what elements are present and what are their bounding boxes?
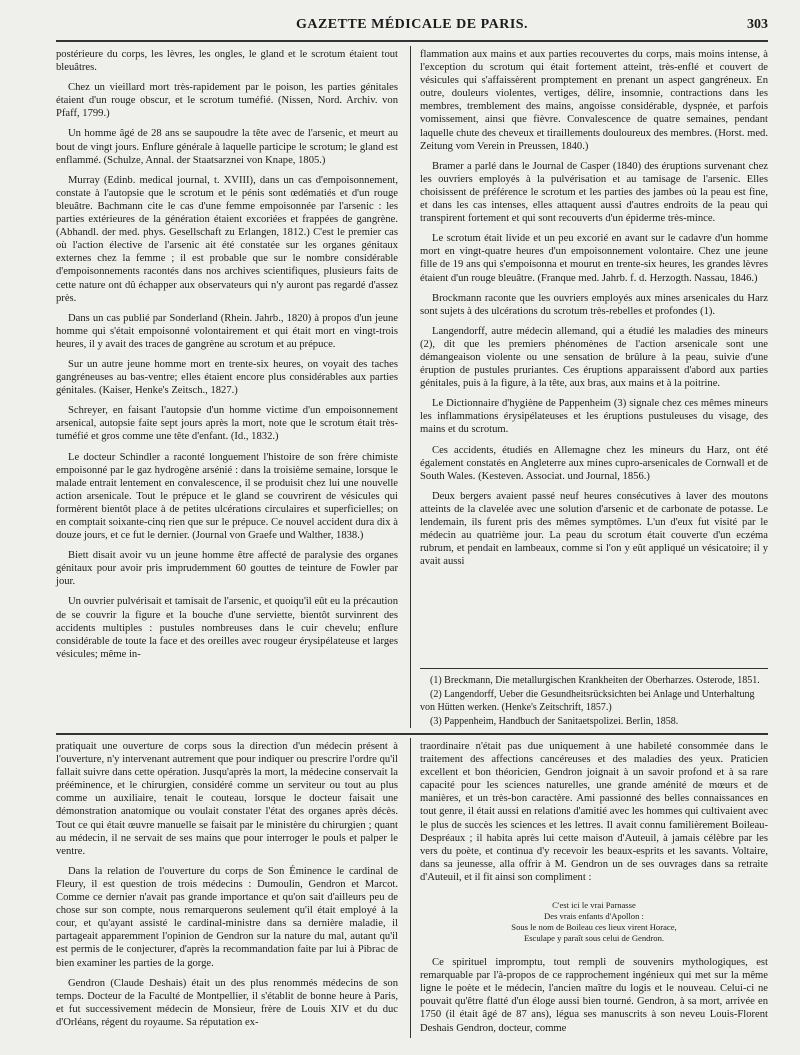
paragraph: Le Dictionnaire d'hygiène de Pappenheim (3) signale chez ces mêmes mineurs les inflammations érysipélateuses et les éruptions pustuleuses du visage, des mains et du scrotum. [420,398,768,436]
paragraph: Le docteur Schindler a raconté longuement l'histoire de son frère chimiste empoisonné par le gaz hydrogène arsénié : dans la troisième semaine, lorsque le malade entrait lentement en convalescence, il se produisit chez lui une nouvelle action arsenicale. Tout le prépuce et le gland se couvrirent de vésicules qui formèrent bientôt place à de petites ulcérations circulaires et superficielles; on en comptait soixante-cinq rien que sur le prépuce. Ce nouvel accident dura dix à douze jours, et ce fut le dernier. (Journal von Graefe und Walther, 1838.) [56,451,398,542]
paragraph: Un ouvrier pulvérisait et tamisait de l'arsenic, et quoiqu'il eût eu la précaution de se couvrir la figure et la bouche d'une serviette, bientôt survinrent des accidents multiples : pustules nombreuses dans le cuir chevelu; enflure considérable de toute la face et des oreilles avec rougeur érysipélateuse et larges vésicules; même in- [56,596,398,660]
column-divider [410,738,411,1038]
paragraph: Biett disait avoir vu un jeune homme être affecté de paralysie des organes génitaux pour avoir pris imprudemment 60 gouttes de teinture de Fowler par jour. [56,550,398,588]
section-rule [56,733,768,735]
paragraph: Schreyer, en faisant l'autopsie d'un homme victime d'un empoisonnement arsenical, autopsie faite sept jours après la mort, note que le scrotum était très-tuméfié et gros comme une tête d'enfant. (Id., 1832.) [56,405,398,443]
footnote-rule [420,668,768,669]
top-left-column [56,48,398,668]
paragraph: Ces accidents, étudiés en Allemagne chez les mineurs du Harz, ont été également constatés en Angleterre aux mines cupro-arsenicales de Cornwall et de South Wales. (Kesteven. Associat. und Journal, 1856.) [420,444,768,482]
paragraph: flammation aux mains et aux parties recouvertes du corps, mais moins intense, à l'exception du scrotum qui était fortement atteint, très-enflé et couvert de vésicules qui s'affaissèrent promptement en prenant un aspect gangréneux. En outre, douleurs violentes, vertiges, délire, insomnie, contractions dans les membres, tremblement des mains, angoisse considérable, dyspnée, et parfois vomissement, ainsi que fièvre. Convalescence de quatre semaines, pendant laquelle chute des cheveux et tiraillements douloureux des membres. (Horst. med. Zeitung vom Verein in Preussen, 1840.) [420,49,768,152]
bottom-right-column [420,740,768,1042]
paragraph: Murray (Edinb. medical journal, t. XVIII), dans un cas d'empoisonnement, constate à l'autopsie que le scrotum et le pénis sont œdématiés et d'un rouge bleuâtre. Bachmann cite le cas d'une femme empoisonnée par l'arsenic : les parties extérieures de la génération étaient excoriées et frappées de gangrène. (Abhandl. der med. phys. Gesellschaft zu Erlangen, 1812.) C'est le premier cas où l'action élective de l'arsenic ait été constatée sur les organes génitaux externes chez la femme ; il est probable que sur le nombre considérable d'empoisonnements racontés dans nos archives scientifiques, plusieurs faits de cette nature ont dû échapper aux observateurs qui n'y auront pas regardé d'assez près. [56,174,398,304]
paragraph: Un homme âgé de 28 ans se saupoudre la tête avec de l'arsenic, et meurt au bout de vingt jours. Enflure générale à laquelle participe le scrotum; le gland est enflammé. (Schulze, Annal. der Staatsarznei von Knape, 1805.) [56,128,398,166]
footnote: (3) Pappenheim, Handbuch der Sanitaetspolizei. Berlin, 1858. [430,716,679,727]
page-number: 303 [747,17,768,32]
paragraph: Sur un autre jeune homme mort en trente-six heures, on voyait des taches gangréneuses au bas-ventre; elles étaient encore plus considérables aux parties génitales. (Kaiser, Henke's Zeitsch., 1827.) [56,358,398,397]
paragraph: Brockmann raconte que les ouvriers employés aux mines arsenicales du Harz sont sujets à des ulcérations du scrotum très-rebelles et profondes (1). [420,292,768,317]
paragraph: Chez un vieillard mort très-rapidement par le poison, les parties génitales étaient d'un rouge obscur, et le scrotum tuméfié. (Nissen, Nord. Archiv. von Pfaff, 1799.) [56,82,398,120]
verse-line: Esculape y paraît sous celui de Gendron. [523,933,665,944]
paragraph: traordinaire n'était pas due uniquement à une habileté consommée dans le traitement des affections cancéreuses et des maladies des yeux. Praticien excellent et bon théoricien, Gendron joignait à un savoir profond et à sa rare capacité pour les sciences naturelles, une grande aménité de mœurs et de manières, et un très-bon caractère. Ami passionné des belles connaissances en tout genre, il était aussi en relations d'amitié avec les hommes qui cultivaient avec le plus de succès les sciences et les lettres. Il avait connu familièrement Boileau-Despréaux ; il habita après lui cette maison d'Auteuil, à jamais célèbre par les vers du poète, et continua d'y recevoir les beaux-esprits et les savants. Voltaire, dans sa jeunesse, alla offrir à M. Gendron un de ses ouvrages dans sa retraite d'Auteuil, et il fit ainsi son compliment : [420,741,768,883]
paragraph: Bramer a parlé dans le Journal de Casper (1840) des éruptions survenant chez les ouvriers employés à la pulvérisation et au tamisage de l'arsenic. Elles choisissent de préférence le scrotum et les parties des jambes où la peau est fine, et dans les cas intenses, elles attaquent aussi d'autres endroits de la peau qui transpirent fortement et qui sont recouverts d'un épiderme très-mince. [420,160,768,225]
paragraph: Dans un cas publié par Sonderland (Rhein. Jahrb., 1820) à propos d'un jeune homme qui s'était empoisonné volontairement et qui était mort en vingt-trois heures, il y avait des traces de gangrène au scrotum et au prépuce. [56,312,398,350]
verse-line: Des vrais enfants d'Apollon : [544,911,644,922]
verse-line: Sous le nom de Boileau ces lieux virent Horace, [511,922,677,933]
verse-quotation [420,900,768,944]
footnote: (1) Breckmann, Die metallurgischen Krankheiten der Oberharzes. Osterode, 1851. [430,675,760,686]
footnote: (2) Langendorff, Ueber die Gesundheitsrücksichten bei Anlage und Unterhaltung von Hütten werken. (Henke's Zeitschrift, 1857.) [420,689,755,713]
paragraph: Ce spirituel impromptu, tout rempli de souvenirs mythologiques, est remarquable par l'à-propos de ce rapprochement ingénieux qui met sur la même ligne le poète et le médecin, l'ancien maître du logis et le nouveau. Celui-ci ne pouvait qu'être flatté d'un éloge aussi bien tourné. Gendron, à sa mort, arrivée en 1750 (il était âgé de 87 ans), légua ses manuscrits à son neveu Louis-Florent Deshais Gendron, docteur, comme [420,957,768,1034]
column-divider [410,46,411,728]
page-header [56,14,768,40]
paragraph: pratiquait une ouverture de corps sous la direction d'un médecin présent à l'ouverture, n'y intervenant autrement que pour indiquer ou prescrire l'ordre qu'il fallait suivre dans cette opération. Jusqu'après la mort, la médecine conservait la prééminence, et le chirurgien, considéré comme un serviteur ou tout au plus comme un auxiliaire, tenait le couteau, lorsque le docteur faisait une démonstration anatomique ou voulait constater l'état des organes après décès. Tout ce qui était œuvre manuelle se faisait par le ministère du chirurgien ; quant au médecin, il ne servait de ses mains que pour interroger le pouls et palper le ventre. [56,741,398,857]
paragraph: Deux bergers avaient passé neuf heures consécutives à laver des moutons atteints de la clavelée avec une solution d'arsenic et de carbonate de potasse. Le lendemain, ils furent pris des mêmes symptômes. L'un d'eux fut visité par le médecin au quatrième jour. La peau du scrotum était couverte d'un eczéma rubrum, et pendait en lambeaux, comme si l'on y eût appliqué un vésicatoire; il y avait aussi [420,490,768,568]
page-title: GAZETTE MÉDICALE DE PARIS. [295,17,529,32]
top-right-column [420,48,768,575]
paragraph: Langendorff, autre médecin allemand, qui a étudié les maladies des mineurs (2), dit que les premiers phénomènes de l'action arsenicale sont une démangeaison violente ou une sensation de brûlure à la peau, suivie d'une éruption de pustules pruriantes. Ces éruptions apparaissent d'abord aux parties génitales, puis à la figure, à la tête, aux bras, aux mains et à la poitrine. [420,325,768,390]
paragraph: Dans la relation de l'ouverture du corps de Son Éminence le cardinal de Fleury, il est question de trois médecins : Dumoulin, Gendron et Marcot. Comme ce dernier n'avait pas grande importance et qu'on sait d'ailleurs peu de chose sur son compte, nous remarquerons seulement qu'il était employé à la cour, et qu'ayant assisté le cardinal-ministre dans sa dernière maladie, il partageait apparemment l'opinion de Gendron sur la nature du mal, autant qu'il est permis de le conjecturer, d'après la recommandation faite par lui à Pibrac de bien examiner les parties de la gorge. [56,865,398,969]
paragraph: Gendron (Claude Deshais) était un des plus renommés médecins de son temps. Docteur de la Faculté de Montpellier, il s'établit de bonne heure à Paris, et fut successivement médecin de Monsieur, frère de Louis XIV et du duc d'Orléans, régent du royaume. Sa réputation ex- [56,977,398,1028]
paragraph: Le scrotum était livide et un peu excorié en avant sur le cadavre d'un homme mort en vingt-quatre heures d'un empoisonnement volontaire. Chez une jeune fille de 19 ans qui s'empoisonna et mourut en trente-six heures, les grandes lèvres étaient d'un rouge bleuâtre. (Franque med. Jahrb. f. d. Herzogth. Nassau, 1846.) [420,233,768,284]
footnotes [420,674,768,729]
paragraph: postérieure du corps, les lèvres, les ongles, le gland et le scrotum étaient tout bleuâtres. [56,49,398,74]
header-rule [56,40,768,42]
bottom-left-column [56,740,398,1036]
verse-line: C'est ici le vrai Parnasse [552,900,636,911]
